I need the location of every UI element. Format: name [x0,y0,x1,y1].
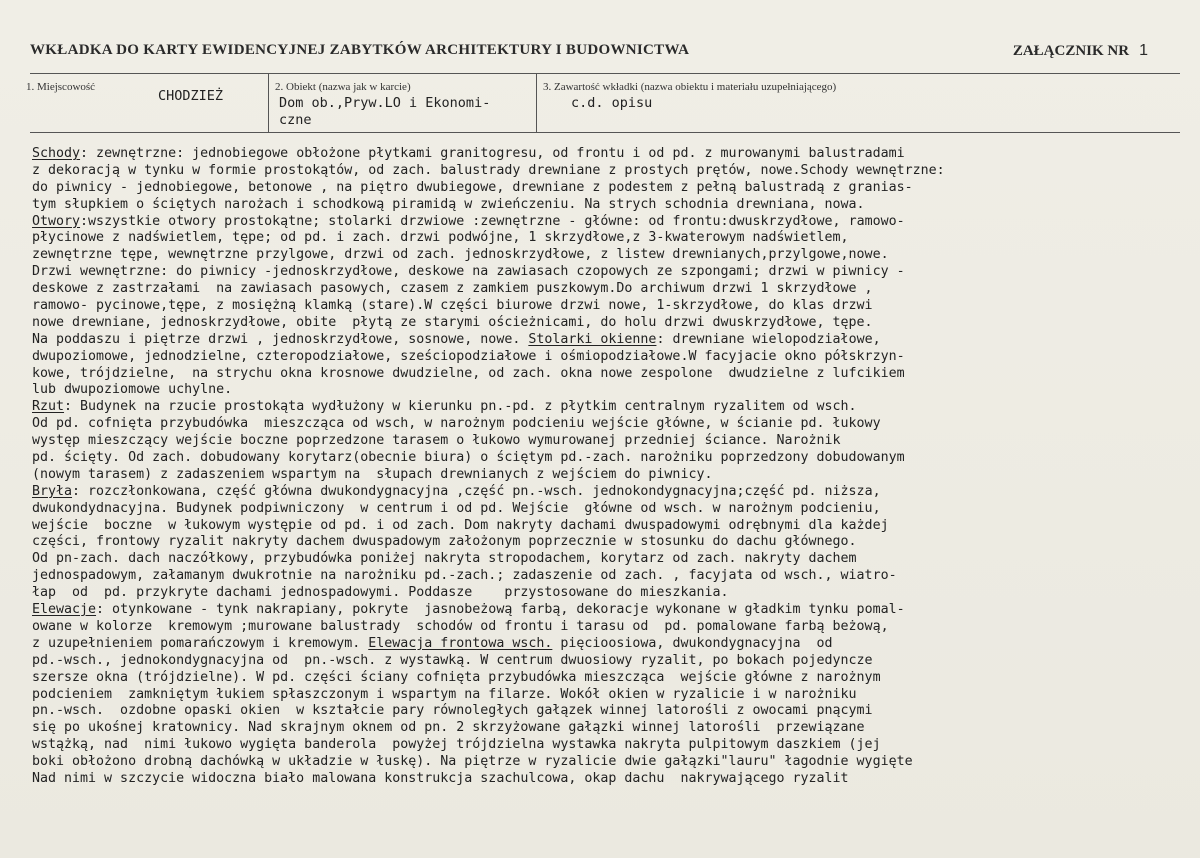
card-title: WKŁADKA DO KARTY EWIDENCYJNEJ ZABYTKÓW ARCHITEKTURY I BUDOWNICTWA [30,42,690,58]
line-text: części, frontowy ryzalit nakryty dachem dwuspadowym założonym poprzecznie w stosunku do dachu głównego. [32,534,857,550]
description-line [32,534,1180,551]
line-text: : zewnętrzne: jednobiegowe obłożone płytkami granitogresu, od frontu i od pd. z murowanymi balustradami [80,146,905,161]
description-line [32,450,1180,467]
line-text: lub dwupoziomowe uchylne. [32,382,233,398]
description-line [32,180,1180,197]
description-line [32,771,1180,788]
annex-label [1013,42,1148,60]
description-line [32,399,1180,416]
description-line [32,585,1180,602]
description-line [32,670,1180,687]
line-text: : rozczłonkowana, część główna dwukondygnacyjna ,część pn.-wsch. jednokondygnacyjna;część pd. niższa, [72,483,881,499]
description-line [32,737,1180,754]
description-line [32,501,1180,518]
line-text: : drewniane wielopodziałowe, [656,331,881,347]
description-line [32,416,1180,433]
section-heading: Rzut [32,399,65,415]
line-text: : Budynek na rzucie prostokąta wydłużony w kierunku pn.-pd. z płytkim centralnym ryzalitem od wsch. [64,399,857,415]
field-locality [26,74,268,132]
line-text: pd. ścięty. Od zach. dobudowany korytarz(obecnie biura) o ściętym pd.-zach. narożniku poprzedzony dobudowanym [32,450,905,466]
description-line [32,484,1180,501]
line-text: się po ukośnej kratownicy. Nad skrajnym oknem od pn. 2 skrzyżowane gałązki winnej latorośli przewiązane [32,720,865,736]
line-text: Nad nimi w szczycie widoczna biało malowana konstrukcja szachulcowa, okap dachu nakrywającego ryzalit [32,770,849,786]
description-line [32,197,1180,214]
field-object-label: 2. Obiekt (nazwa jak w karcie) [275,81,411,93]
description-line [32,281,1180,298]
line-text: dwukondydnacyjna. Budynek podpiwniczony w centrum i od pd. Wejście główne od wsch. w narożnym podcieniu, [32,500,881,516]
line-text: podcieniem zamkniętym łukiem spłaszczonym i wspartym na filarze. Wokół okien w ryzalicie i w narożniku [32,686,857,702]
description-line [32,230,1180,247]
line-text: Od pn-zach. dach naczółkowy, przybudówka poniżej nakryta stropodachem, korytarz od zach. nakryty dachem [32,551,857,567]
description-line [32,619,1180,636]
line-text: Drzwi wewnętrzne: do piwnicy -jednoskrzydłowe, deskowe na zawiasach czopowych ze szpongami; drzwi w piwnicy - [32,264,905,280]
section-heading: Bryła [32,483,73,499]
description-line [32,754,1180,771]
description-line [32,146,1180,163]
description-line [32,332,1180,349]
line-text: nowe drewniane, jednoskrzydłowe, obite płytą ze starymi ościeżnicami, do holu drzwi dwuskrzydłowe, tępe. [32,314,873,330]
description-text [32,146,1180,788]
section-heading: Schody [32,146,81,161]
description-line [32,366,1180,383]
line-text: wstążką, nad nimi łukowo wygięta banderola powyżej trójdzielna wystawka nakryta pulpitowym daszkiem (jej [32,737,881,753]
field-contents [536,74,1181,132]
line-text: ramowo- pycinowe,tępe, z mosiężną klamką (stare).W części biurowe drzwi nowe, 1-skrzydłowe, do klas drzwi [32,298,873,314]
field-contents-value: c.d. opisu [571,95,653,111]
line-text: pięcioosiowa, dwukondygnacyjna od [552,635,833,651]
line-text: jednospadowym, załamanym dwukrotnie na narożniku pd.-zach.; zadaszenie od zach. , facyjata od wsch., wiatro- [32,568,897,584]
line-text: dwupoziomowe, jednodzielne, czteropodziałowe, sześciopodziałowe i ośmiopodziałowe.W facyjacie okno półskrzyn- [32,348,905,364]
line-text: :wszystkie otwory prostokątne; stolarki drzwiowe :zewnętrzne - główne: od frontu:dwuskrzydłowe, ramowo- [80,213,905,229]
line-text: pd.-wsch., jednokondygnacyjna od pn.-wsch. z wystawką. W centrum dwuosiowy ryzalit, po bokach pojedyncze [32,652,873,668]
section-heading: Elewacja frontowa wsch. [368,635,553,651]
field-locality-label: 1. Miejscowość [26,81,96,93]
line-text: płycinowe z nadświetlem, tępe; od pd. i zach. drzwi podwójne, 1 skrzydłowe,z 3-kwaterowym nadświetlem, [32,230,849,246]
line-text: z dekoracją w tynku w formie prostokątów, od zach. balustrady drewniane z prostych prętów, nowe.Schody wewnętrzne: [32,162,945,178]
section-heading: Stolarki okienne [528,331,657,347]
section-heading: Otwory [32,213,81,229]
line-text: Na poddaszu i piętrze drzwi , jednoskrzydłowe, sosnowe, nowe. [32,331,529,347]
description-line [32,433,1180,450]
annex-label-text: ZAŁĄCZNIK NR [1012,43,1130,59]
description-line [32,264,1180,281]
line-text: Od pd. cofnięta przybudówka mieszcząca od wsch, w narożnym podcieniu wejście główne, w ścianie pd. łukowy [32,416,881,432]
line-text: : otynkowane - tynk nakrapiany, pokryte jasnobeżową farbą, dekoracje wykonane w gładkim tynku pomal- [96,602,905,618]
field-object-value-line1: Dom ob.,Pryw.LO i Ekonomi- [279,95,491,111]
line-text: z uzupełnieniem pomarańczowym i kremowym. [32,635,369,651]
annex-number: 1 [1139,42,1148,59]
field-object [268,74,537,132]
description-line [32,720,1180,737]
field-contents-label: 3. Zawartość wkładki (nazwa obiektu i materiału uzupełniającego) [543,81,837,93]
line-text: (nowym tarasem) z zadaszeniem wspartym na słupach drewnianych z wejściem do piwnicy. [32,466,713,482]
line-text: kowe, trójdzielne, na strychu okna krosnowe dwudzielne, od zach. okna nowe zespolone dwudzielne z lufcikiem [32,365,905,381]
description-line [32,703,1180,720]
line-text: deskowe z zastrzałami na zawiasach pasowych, czasem z zamkiem puszkowym.Do archiwum drzwi 1 skrzydłowe , [32,281,873,297]
description-line [32,247,1180,264]
description-line [32,518,1180,535]
description-line [32,551,1180,568]
description-line [32,568,1180,585]
line-text: zewnętrzne tępe, wewnętrzne przylgowe, drzwi od zach. jednoskrzydłowe, z listew drewnianych,przylgowe,nowe. [32,247,889,263]
description-line [32,315,1180,332]
description-line [32,602,1180,619]
line-text: owane w kolorze kremowym ;murowane balustrady schodów od frontu i tarasu od pd. pomalowane farbą beżową, [32,618,889,634]
description-line [32,349,1180,366]
description-line [32,163,1180,180]
description-line [32,214,1180,231]
description-line [32,298,1180,315]
line-text: pn.-wsch. ozdobne opaski okien w kształcie pary równoległych gałązek winnej latorośli z owocami pnącymi [32,703,873,719]
description-line [32,687,1180,704]
line-text: występ mieszczący wejście boczne poprzedzone tarasem o łukowo wymurowanej przedniej ściance. Narożnik [32,433,841,449]
line-text: łap od pd. przykryte dachami jednospadowymi. Poddasze przystosowane do mieszkania. [32,585,729,601]
description-line [32,636,1180,653]
field-object-value-line2: czne [279,112,312,128]
line-text: wejście boczne w łukowym występie od pd. i od zach. Dom nakryty dachami dwuspadowymi odrębnymi dla każdej [32,517,889,533]
description-line [32,382,1180,399]
section-heading: Elewacje [32,602,97,618]
line-text: do piwnicy - jednobiegowe, betonowe , na piętro dwubiegowe, drewniane z podestem z pełną balustradą z granias- [32,179,913,195]
description-line [32,467,1180,484]
line-text: tym słupkiem o ściętych narożach i schodkową piramidą w zwieńczeniu. Na strych schodnia drewniana, nowa. [32,196,865,212]
description-line [32,653,1180,670]
header-fields [26,73,1180,133]
field-locality-value: CHODZIEŻ [158,88,224,104]
line-text: boki obłożono drobną dachówką w układzie w łuskę). Na piętrze w ryzalicie dwie gałązki"lauru" łagodnie wygięte [32,754,913,770]
line-text: szersze okna (trójdzielne). W pd. części ściany cofnięta przybudówka mieszcząca wejście główne z narożnym [32,669,881,685]
